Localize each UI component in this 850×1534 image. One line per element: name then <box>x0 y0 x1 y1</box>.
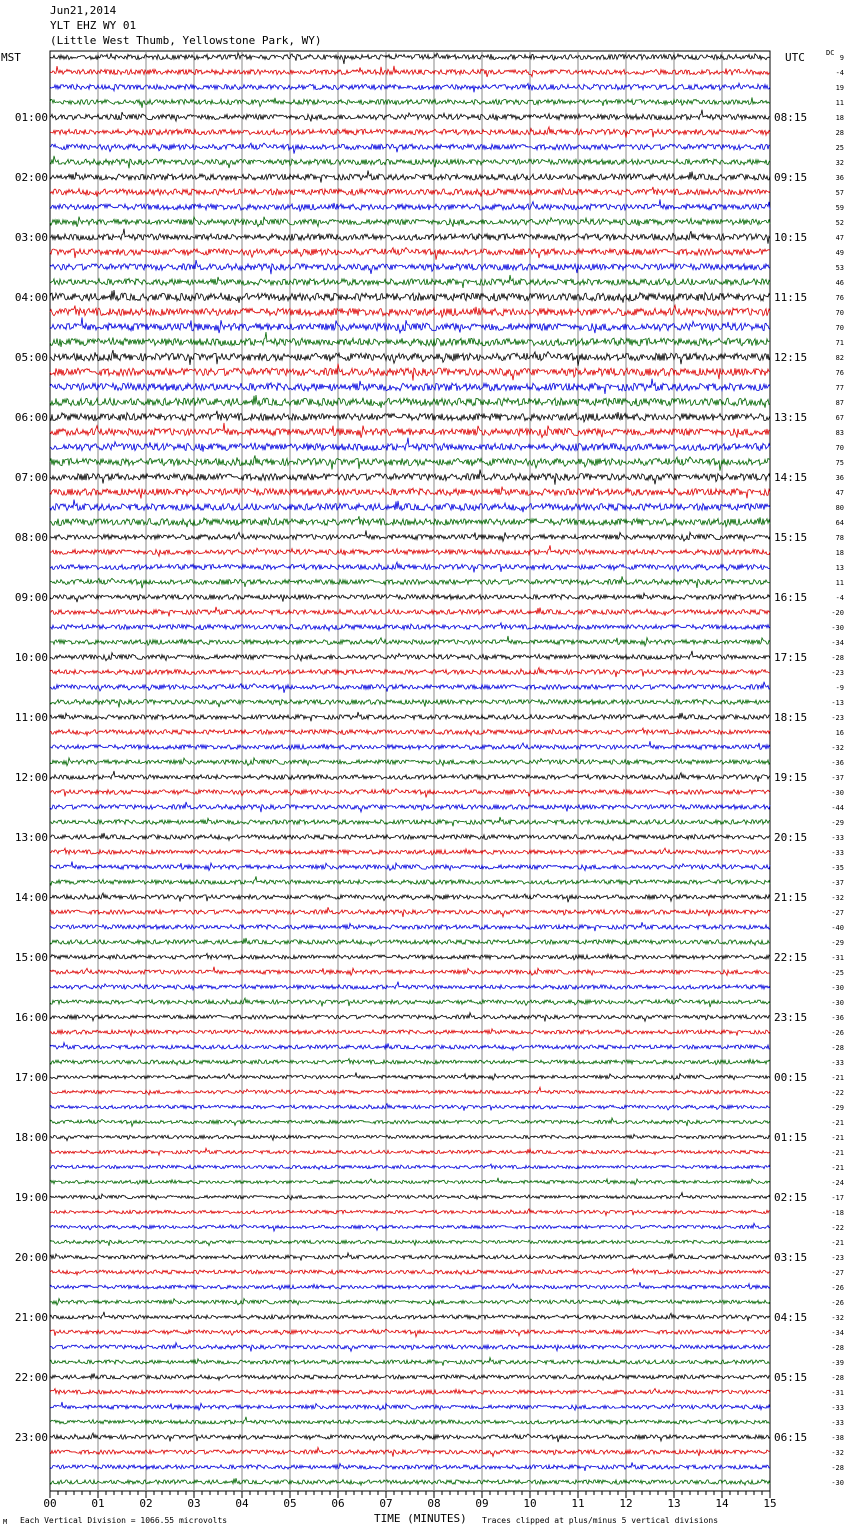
trace-row-13 <box>50 229 770 244</box>
trace-row-70 <box>50 1087 770 1095</box>
trace-row-84 <box>50 1299 770 1306</box>
trace-row-91 <box>50 1402 770 1410</box>
x-tick-label: 03 <box>187 1497 201 1510</box>
dc-offset-label: -9 <box>835 684 844 692</box>
trace-row-44 <box>50 699 770 707</box>
x-tick-label: 07 <box>379 1497 393 1510</box>
trace-row-25 <box>50 411 770 422</box>
dc-offset-label: -23 <box>831 714 844 722</box>
mst-hour-label: 16:00 <box>14 1011 48 1024</box>
mst-hour-label: 19:00 <box>14 1191 48 1204</box>
dc-offset-label: -26 <box>831 1299 844 1307</box>
trace-row-49 <box>50 771 770 782</box>
trace-row-63 <box>50 982 770 990</box>
mst-hour-label: 21:00 <box>14 1311 48 1324</box>
dc-offset-label: -34 <box>831 639 844 647</box>
utc-hour-label: 09:15 <box>774 171 808 184</box>
utc-hour-label: 01:15 <box>774 1131 808 1144</box>
dc-offset-label: 11 <box>835 99 844 107</box>
dc-offset-label: -21 <box>831 1074 844 1082</box>
dc-offset-label: 57 <box>835 189 844 197</box>
mst-hour-label: 11:00 <box>14 711 48 724</box>
trace-row-56 <box>50 876 770 885</box>
dc-offset-label: -35 <box>831 864 844 872</box>
dc-offset-header: DC <box>826 49 835 57</box>
dc-offset-label: -37 <box>831 879 844 887</box>
utc-hour-label: 06:15 <box>774 1431 808 1444</box>
trace-row-4 <box>50 97 770 107</box>
trace-row-40 <box>50 636 770 646</box>
x-tick-label: 06 <box>331 1497 345 1510</box>
dc-offset-label: 36 <box>835 174 844 182</box>
x-tick-label: 11 <box>571 1497 585 1510</box>
dc-offset-label: -40 <box>831 924 844 932</box>
mst-hour-label: 06:00 <box>14 411 48 424</box>
utc-hour-label: 23:15 <box>774 1011 808 1024</box>
dc-offset-label: 59 <box>835 204 844 212</box>
mst-hour-label: 17:00 <box>14 1071 48 1084</box>
trace-row-26 <box>50 423 770 438</box>
dc-offset-label: 83 <box>835 429 844 437</box>
dc-offset-label: -26 <box>831 1029 844 1037</box>
trace-row-42 <box>50 668 770 677</box>
utc-hour-label: 02:15 <box>774 1191 808 1204</box>
dc-offset-label: -23 <box>831 1254 844 1262</box>
utc-hour-label: 13:15 <box>774 411 808 424</box>
mst-hour-label: 20:00 <box>14 1251 48 1264</box>
trace-row-54 <box>50 848 770 855</box>
dc-offset-label: 25 <box>835 144 844 152</box>
mst-hour-label: 10:00 <box>14 651 48 664</box>
dc-offset-label: -21 <box>831 1239 844 1247</box>
dc-offset-label: -21 <box>831 1164 844 1172</box>
trace-row-45 <box>50 712 770 721</box>
dc-offset-label: -36 <box>831 1014 844 1022</box>
x-tick-label: 13 <box>667 1497 681 1510</box>
utc-hour-label: 11:15 <box>774 291 808 304</box>
mst-hour-label: 09:00 <box>14 591 48 604</box>
x-tick-label: 12 <box>619 1497 633 1510</box>
dc-offset-label: 18 <box>835 114 844 122</box>
dc-offset-label: -18 <box>831 1209 844 1217</box>
utc-hour-label: 12:15 <box>774 351 808 364</box>
dc-offset-label: 49 <box>835 249 844 257</box>
dc-offset-label: -37 <box>831 774 844 782</box>
right-timezone-label: UTC <box>785 51 805 64</box>
trace-row-31 <box>50 500 770 513</box>
trace-row-53 <box>50 833 770 840</box>
dc-offset-label: 13 <box>835 564 844 572</box>
trace-row-47 <box>50 741 770 750</box>
trace-row-81 <box>50 1253 770 1261</box>
trace-row-79 <box>50 1223 770 1231</box>
utc-hour-label: 10:15 <box>774 231 808 244</box>
trace-row-93 <box>50 1433 770 1442</box>
trace-row-85 <box>50 1312 770 1321</box>
trace-row-80 <box>50 1240 770 1246</box>
mst-hour-label: 14:00 <box>14 891 48 904</box>
trace-row-66 <box>50 1029 770 1036</box>
dc-offset-label: 70 <box>835 324 844 332</box>
trace-row-48 <box>50 758 770 766</box>
dc-offset-label: -34 <box>831 1329 844 1337</box>
trace-row-95 <box>50 1462 770 1471</box>
utc-hour-label: 16:15 <box>774 591 808 604</box>
trace-row-51 <box>50 802 770 812</box>
dc-offset-label: 32 <box>835 159 844 167</box>
plot-frame <box>50 51 770 1491</box>
dc-offset-label: 70 <box>835 444 844 452</box>
trace-row-37 <box>50 593 770 602</box>
utc-hour-label: 05:15 <box>774 1371 808 1384</box>
scale-note: Each Vertical Division = 1066.55 microvolts <box>20 1516 228 1525</box>
utc-hour-label: 00:15 <box>774 1071 808 1084</box>
x-tick-label: 02 <box>139 1497 153 1510</box>
trace-row-88 <box>50 1358 770 1366</box>
dc-offset-label: -29 <box>831 939 844 947</box>
trace-row-41 <box>50 651 770 661</box>
trace-row-71 <box>50 1104 770 1111</box>
dc-offset-label: -33 <box>831 1059 844 1067</box>
dc-offset-label: -21 <box>831 1134 844 1142</box>
dc-offset-label: -31 <box>831 1389 844 1397</box>
trace-row-75 <box>50 1164 770 1169</box>
dc-offset-label: 82 <box>835 354 844 362</box>
utc-hour-label: 04:15 <box>774 1311 808 1324</box>
utc-hour-label: 20:15 <box>774 831 808 844</box>
dc-offset-label: 36 <box>835 474 844 482</box>
trace-row-39 <box>50 623 770 631</box>
dc-offset-label: 76 <box>835 369 844 377</box>
mst-hour-label: 15:00 <box>14 951 48 964</box>
trace-row-7 <box>50 143 770 154</box>
trace-row-76 <box>50 1178 770 1185</box>
utc-hour-label: 14:15 <box>774 471 808 484</box>
dc-offset-label: -36 <box>831 759 844 767</box>
trace-row-35 <box>50 562 770 572</box>
dc-offset-label: -32 <box>831 1314 844 1322</box>
dc-offset-label: 19 <box>835 84 844 92</box>
dc-offset-label: -25 <box>831 969 844 977</box>
dc-offset-label: 77 <box>835 384 844 392</box>
trace-row-90 <box>50 1389 770 1395</box>
dc-offset-label: 16 <box>835 729 844 737</box>
trace-row-36 <box>50 576 770 588</box>
trace-row-52 <box>50 817 770 826</box>
dc-offset-label: -30 <box>831 999 844 1007</box>
dc-offset-label: 47 <box>835 234 844 242</box>
trace-row-86 <box>50 1329 770 1337</box>
x-tick-label: 00 <box>43 1497 57 1510</box>
mst-hour-label: 03:00 <box>14 231 48 244</box>
trace-row-14 <box>50 248 770 260</box>
trace-row-87 <box>50 1343 770 1352</box>
dc-offset-label: 9 <box>839 54 844 62</box>
utc-hour-label: 15:15 <box>774 531 808 544</box>
trace-row-11 <box>50 199 770 211</box>
dc-offset-label: -31 <box>831 954 844 962</box>
plot-date: Jun21,2014 <box>50 4 117 17</box>
left-timezone-label: MST <box>1 51 21 64</box>
dc-offset-label: 52 <box>835 219 844 227</box>
trace-row-19 <box>50 317 770 333</box>
dc-offset-label: -29 <box>831 1104 844 1112</box>
dc-offset-label: -30 <box>831 624 844 632</box>
trace-row-94 <box>50 1447 770 1456</box>
trace-row-22 <box>50 364 770 381</box>
dc-offset-label: -33 <box>831 1404 844 1412</box>
trace-row-38 <box>50 607 770 617</box>
utc-hour-label: 17:15 <box>774 651 808 664</box>
trace-row-67 <box>50 1043 770 1051</box>
dc-offset-label: 18 <box>835 549 844 557</box>
x-tick-label: 10 <box>523 1497 537 1510</box>
dc-offset-label: 11 <box>835 579 844 587</box>
dc-offset-label: 47 <box>835 489 844 497</box>
dc-offset-label: -44 <box>831 804 844 812</box>
x-tick-label: 15 <box>763 1497 777 1510</box>
x-tick-label: 01 <box>91 1497 105 1510</box>
trace-row-12 <box>50 217 770 227</box>
utc-hour-label: 03:15 <box>774 1251 808 1264</box>
x-tick-label: 05 <box>283 1497 297 1510</box>
dc-offset-label: -38 <box>831 1434 844 1442</box>
dc-offset-label: -39 <box>831 1359 844 1367</box>
trace-row-27 <box>50 438 770 452</box>
trace-row-5 <box>50 110 770 122</box>
trace-row-43 <box>50 682 770 693</box>
trace-row-58 <box>50 907 770 917</box>
mst-hour-label: 18:00 <box>14 1131 48 1144</box>
dc-offset-label: -22 <box>831 1089 844 1097</box>
dc-offset-label: 76 <box>835 294 844 302</box>
trace-row-83 <box>50 1282 770 1289</box>
dc-offset-label: 46 <box>835 279 844 287</box>
dc-offset-label: -33 <box>831 849 844 857</box>
dc-offset-label: 75 <box>835 459 844 467</box>
trace-row-34 <box>50 545 770 556</box>
trace-row-62 <box>50 967 770 976</box>
dc-offset-label: -28 <box>831 1344 844 1352</box>
dc-offset-label: -24 <box>831 1179 844 1187</box>
utc-hour-label: 19:15 <box>774 771 808 784</box>
dc-offset-label: -13 <box>831 699 844 707</box>
dc-offset-label: -28 <box>831 654 844 662</box>
dc-offset-label: 71 <box>835 339 844 347</box>
trace-row-64 <box>50 998 770 1007</box>
trace-row-21 <box>50 350 770 366</box>
trace-row-55 <box>50 862 770 871</box>
trace-row-61 <box>50 953 770 960</box>
dc-offset-label: -23 <box>831 669 844 677</box>
clip-note: Traces clipped at plus/minus 5 vertical divisions <box>482 1516 719 1525</box>
utc-hour-label: 22:15 <box>774 951 808 964</box>
trace-row-29 <box>50 470 770 485</box>
trace-row-10 <box>50 187 770 197</box>
trace-row-60 <box>50 938 770 945</box>
dc-offset-label: 64 <box>835 519 844 527</box>
dc-offset-label: 70 <box>835 309 844 317</box>
trace-row-24 <box>50 395 770 408</box>
trace-row-68 <box>50 1059 770 1065</box>
trace-row-30 <box>50 487 770 499</box>
trace-row-92 <box>50 1417 770 1424</box>
dc-offset-label: -4 <box>835 594 844 602</box>
mst-hour-label: 23:00 <box>14 1431 48 1444</box>
dc-offset-label: -33 <box>831 834 844 842</box>
trace-row-89 <box>50 1373 770 1380</box>
dc-offset-label: -21 <box>831 1149 844 1157</box>
dc-offset-label: -28 <box>831 1044 844 1052</box>
mst-hour-label: 12:00 <box>14 771 48 784</box>
dc-offset-label: -30 <box>831 789 844 797</box>
utc-hour-label: 21:15 <box>774 891 808 904</box>
x-tick-label: 04 <box>235 1497 249 1510</box>
trace-row-73 <box>50 1134 770 1140</box>
trace-row-15 <box>50 260 770 274</box>
trace-row-96 <box>50 1478 770 1485</box>
dc-offset-label: -22 <box>831 1224 844 1232</box>
dc-offset-label: -21 <box>831 1119 844 1127</box>
trace-row-69 <box>50 1073 770 1080</box>
trace-row-82 <box>50 1269 770 1275</box>
x-tick-label: 09 <box>475 1497 489 1510</box>
dc-offset-label: -28 <box>831 1374 844 1382</box>
dc-offset-label: -27 <box>831 1269 844 1277</box>
trace-row-16 <box>50 275 770 288</box>
mst-hour-label: 22:00 <box>14 1371 48 1384</box>
trace-row-46 <box>50 728 770 735</box>
trace-row-65 <box>50 1013 770 1022</box>
dc-offset-label: 28 <box>835 129 844 137</box>
trace-row-72 <box>50 1118 770 1126</box>
trace-row-9 <box>50 170 770 182</box>
trace-row-20 <box>50 332 770 347</box>
trace-row-28 <box>50 455 770 470</box>
dc-offset-label: -32 <box>831 1449 844 1457</box>
mst-hour-label: 04:00 <box>14 291 48 304</box>
dc-offset-label: 87 <box>835 399 844 407</box>
x-axis-title: TIME (MINUTES) <box>374 1512 467 1525</box>
mst-hour-label: 07:00 <box>14 471 48 484</box>
trace-row-6 <box>50 127 770 138</box>
corner-mark: M <box>3 1518 8 1526</box>
dc-offset-label: 67 <box>835 414 844 422</box>
dc-offset-label: -4 <box>835 69 844 77</box>
dc-offset-label: 78 <box>835 534 844 542</box>
trace-row-17 <box>50 290 770 303</box>
trace-row-74 <box>50 1148 770 1155</box>
trace-row-50 <box>50 789 770 798</box>
trace-row-78 <box>50 1209 770 1216</box>
dc-offset-label: -33 <box>831 1419 844 1427</box>
mst-hour-label: 01:00 <box>14 111 48 124</box>
mst-hour-label: 02:00 <box>14 171 48 184</box>
trace-row-33 <box>50 530 770 541</box>
mst-hour-label: 13:00 <box>14 831 48 844</box>
utc-hour-label: 18:15 <box>774 711 808 724</box>
dc-offset-label: 80 <box>835 504 844 512</box>
utc-hour-label: 08:15 <box>774 111 808 124</box>
dc-offset-label: -30 <box>831 1479 844 1487</box>
dc-offset-label: -20 <box>831 609 844 617</box>
trace-row-59 <box>50 922 770 931</box>
mst-hour-label: 08:00 <box>14 531 48 544</box>
trace-row-77 <box>50 1193 770 1200</box>
dc-offset-label: -17 <box>831 1194 844 1202</box>
trace-row-3 <box>50 83 770 92</box>
dc-offset-label: -29 <box>831 819 844 827</box>
trace-row-57 <box>50 893 770 902</box>
station-code: YLT EHZ WY 01 <box>50 19 137 32</box>
trace-row-1 <box>50 53 770 64</box>
dc-offset-label: -28 <box>831 1464 844 1472</box>
dc-offset-label: -27 <box>831 909 844 917</box>
dc-offset-label: 53 <box>835 264 844 272</box>
trace-row-2 <box>50 66 770 77</box>
dc-offset-label: -30 <box>831 984 844 992</box>
dc-offset-label: -32 <box>831 894 844 902</box>
station-location: (Little West Thumb, Yellowstone Park, WY) <box>50 34 322 47</box>
trace-row-23 <box>50 379 770 394</box>
x-tick-label: 14 <box>715 1497 729 1510</box>
dc-offset-label: -26 <box>831 1284 844 1292</box>
trace-row-8 <box>50 156 770 169</box>
trace-row-18 <box>50 305 770 317</box>
x-tick-label: 08 <box>427 1497 441 1510</box>
dc-offset-label: -32 <box>831 744 844 752</box>
trace-row-32 <box>50 516 770 527</box>
mst-hour-label: 05:00 <box>14 351 48 364</box>
